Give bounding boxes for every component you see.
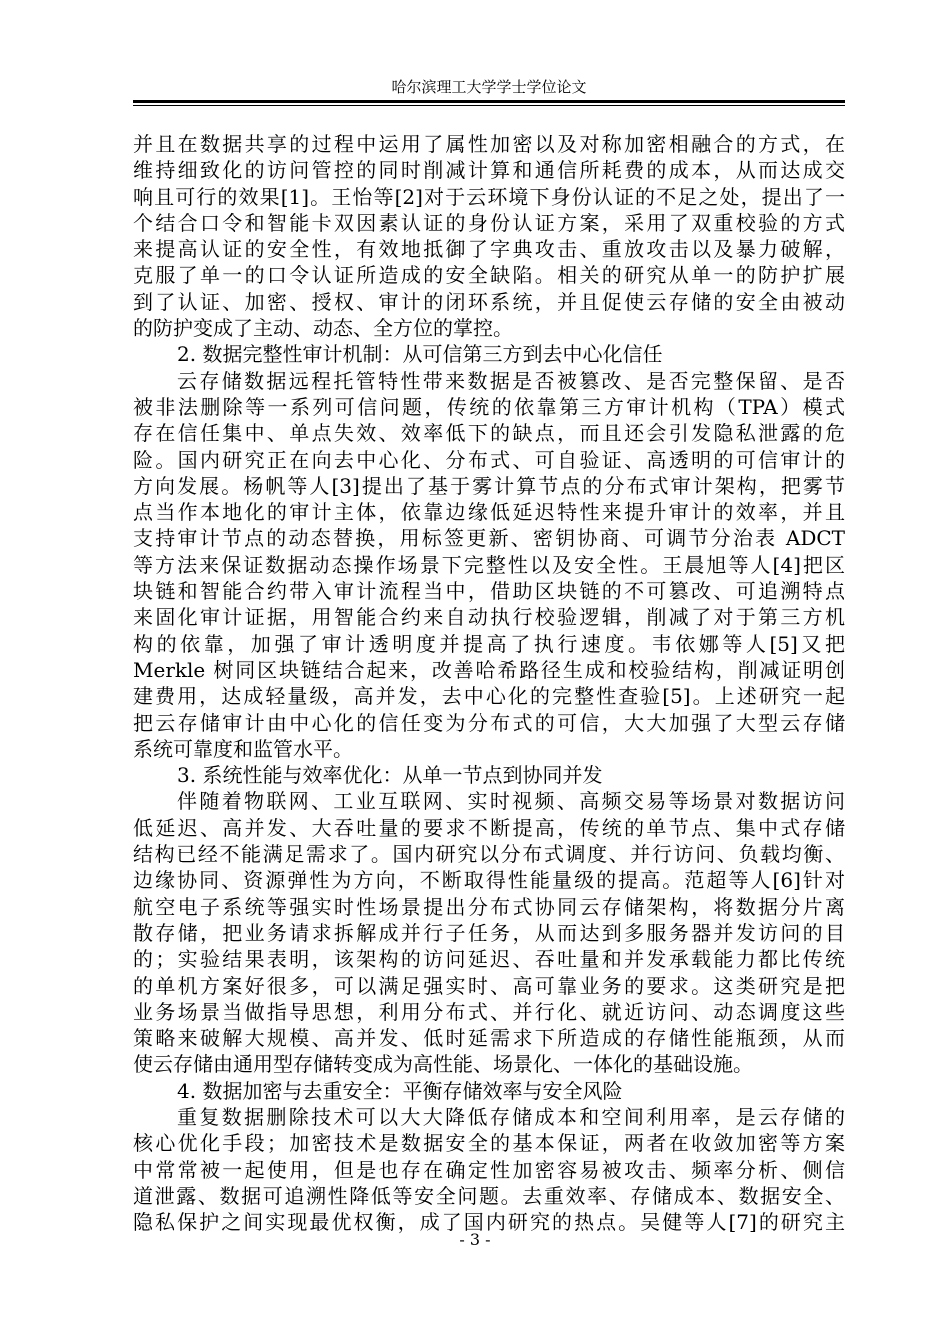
text-line: 到了认证、加密、授权、审计的闭环系统，并且促使云存储的安全由被动 [133, 289, 845, 314]
text-line: 结构已经不能满足需求了。国内研究以分布式调度、并行访问、负载均衡、 [133, 842, 845, 867]
text-line: 的防护变成了主动、动态、全方位的掌控。 [133, 316, 513, 341]
header-rule-thick [133, 100, 845, 103]
text-line: 的单机方案好很多，可以满足强实时、高可靠业务的要求。这类研究是把 [133, 973, 845, 998]
text-line: 业务场景当做指导思想，利用分布式、并行化、就近访问、动态调度这些 [133, 999, 845, 1024]
text-line: 核心优化手段；加密技术是数据安全的基本保证，两者在收敛加密等方案 [133, 1131, 845, 1156]
text-line: 方向发展。杨帆等人[3]提出了基于雾计算节点的分布式审计架构，把雾节 [133, 473, 845, 498]
text-line: 建费用，达成轻量级，高并发，去中心化的完整性查验[5]。上述研究一起 [133, 684, 845, 709]
text-line: 航空电子系统等强实时性场景提出分布式协同云存储架构，将数据分片离 [133, 894, 845, 919]
text-line: 4. 数据加密与去重安全：平衡存储效率与安全风险 [177, 1078, 623, 1103]
text-line: 维持细致化的访问管控的同时削减计算和通信所耗费的成本，从而达成交 [133, 158, 845, 183]
text-line: 点当作本地化的审计主体，依靠边缘低延迟特性来提升审计的效率，并且 [133, 500, 845, 525]
text-line: 构的依靠，加强了审计透明度并提高了执行速度。韦依娜等人[5]又把 [133, 631, 845, 656]
text-line: 块链和智能合约带入审计流程当中，借助区块链的不可篡改、可追溯特点 [133, 579, 845, 604]
text-line: 支持审计节点的动态替换，用标签更新、密钥协商、可调节分治表 ADCT [133, 526, 845, 551]
text-line: 隐私保护之间实现最优权衡，成了国内研究的热点。吴健等人[7]的研究主 [133, 1210, 845, 1235]
text-line: 被非法删除等一系列可信问题，传统的依靠第三方审计机构（TPA）模式 [133, 394, 845, 419]
text-line: 2. 数据完整性审计机制：从可信第三方到去中心化信任 [177, 342, 663, 367]
text-line: 响且可行的效果[1]。王怡等[2]对于云环境下身份认证的不足之处，提出了一 [133, 184, 845, 209]
text-line: 道泄露、数据可追溯性降低等安全问题。去重效率、存储成本、数据安全、 [133, 1183, 845, 1208]
header-rule-thin [133, 105, 845, 106]
text-line: 等方法来保证数据动态操作场景下完整性以及安全性。王晨旭等人[4]把区 [133, 552, 845, 577]
text-line: 3. 系统性能与效率优化：从单一节点到协同并发 [177, 763, 603, 788]
text-line: 并且在数据共享的过程中运用了属性加密以及对称加密相融合的方式，在 [133, 132, 845, 156]
text-line: 使云存储由通用型存储转变成为高性能、场景化、一体化的基础设施。 [133, 1052, 753, 1077]
page-number: - 3 - [459, 1230, 491, 1249]
text-line: 来提高认证的安全性，有效地抵御了字典攻击、重放攻击以及暴力破解， [133, 237, 845, 262]
text-line: 克服了单一的口令认证所造成的安全缺陷。相关的研究从单一的防护扩展 [133, 263, 845, 288]
text-line: 个结合口令和智能卡双因素认证的身份认证方案，采用了双重校验的方式 [133, 210, 845, 235]
body-text [133, 131, 845, 1235]
text-line: 险。国内研究正在向去中心化、分布式、可自验证、高透明的可信审计的 [133, 447, 845, 472]
running-header: 哈尔滨理工大学学士学位论文 [391, 78, 587, 96]
text-line: Merkle 树同区块链结合起来，改善哈希路径生成和校验结构，削减证明创 [133, 657, 845, 682]
text-line: 边缘协同、资源弹性为方向，不断取得性能量级的提高。范超等人[6]针对 [133, 868, 845, 893]
text-line: 系统可靠度和监管水平。 [133, 736, 353, 761]
text-line: 来固化审计证据，用智能合约来自动执行校验逻辑，削减了对于第三方机 [133, 605, 845, 630]
text-line: 伴随着物联网、工业互联网、实时视频、高频交易等场景对数据访问 [177, 789, 845, 814]
text-line: 重复数据删除技术可以大大降低存储成本和空间利用率，是云存储的 [177, 1104, 845, 1129]
text-line: 的；实验结果表明，该架构的访问延迟、吞吐量和并发承载能力都比传统 [133, 947, 845, 972]
text-line: 存在信任集中、单点失效、效率低下的缺点，而且还会引发隐私泄露的危 [133, 421, 845, 446]
text-line: 云存储数据远程托管特性带来数据是否被篡改、是否完整保留、是否 [177, 368, 845, 393]
text-line: 散存储，把业务请求拆解成并行子任务，从而达到多服务器并发访问的目 [133, 920, 845, 945]
text-line: 策略来破解大规模、高并发、低时延需求下所造成的存储性能瓶颈，从而 [133, 1026, 845, 1051]
text-line: 低延迟、高并发、大吞吐量的要求不断提高，传统的单节点、集中式存储 [133, 815, 845, 840]
text-line: 把云存储审计由中心化的信任变为分布式的可信，大大加强了大型云存储 [133, 710, 845, 735]
text-line: 中常常被一起使用，但是也存在确定性加密容易被攻击、频率分析、侧信 [133, 1157, 845, 1182]
